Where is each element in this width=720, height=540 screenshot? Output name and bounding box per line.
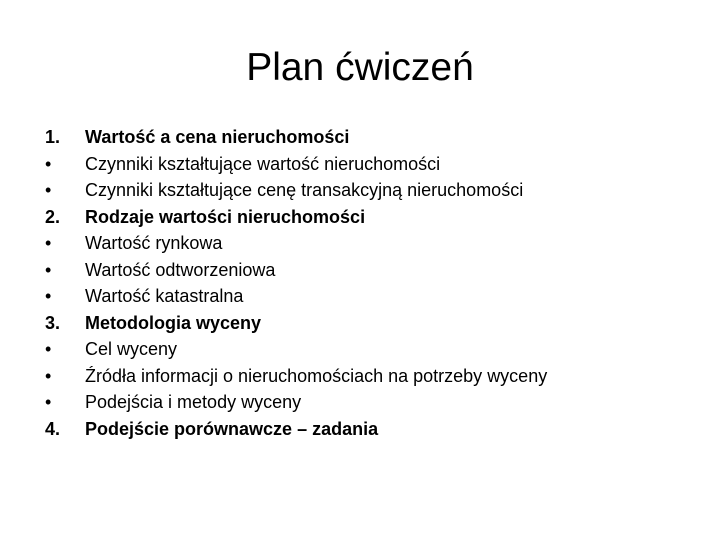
list-item <box>45 389 685 416</box>
section-heading <box>45 416 685 443</box>
list-item <box>45 177 685 204</box>
list-item-text: Wartość katastralna <box>85 286 244 306</box>
list-item <box>45 363 685 390</box>
bullet-marker: • <box>45 180 52 200</box>
section-heading-text: Wartość a cena nieruchomości <box>85 127 350 147</box>
section-heading <box>45 204 685 231</box>
list-item <box>45 151 685 178</box>
section-heading-text: Podejście porównawcze – zadania <box>85 418 379 439</box>
section-number: 4. <box>45 418 61 439</box>
bullet-marker: • <box>45 259 52 280</box>
bullet-marker: • <box>45 233 52 253</box>
section-heading <box>45 124 685 151</box>
bullet-marker: • <box>45 392 52 412</box>
section-heading-text: Rodzaje wartości nieruchomości <box>85 206 366 227</box>
slide-title: Plan ćwiczeń <box>246 46 474 89</box>
list-item <box>45 257 685 284</box>
content-list <box>45 124 685 442</box>
bullet-marker: • <box>45 286 52 306</box>
section-number: 3. <box>45 312 61 333</box>
list-item-text: Czynniki kształtujące cenę transakcyjną nieruchomości <box>85 180 524 200</box>
section-number: 1. <box>45 127 61 147</box>
bullet-marker: • <box>45 339 52 359</box>
section-heading-text: Metodologia wyceny <box>85 312 262 333</box>
list-item-text: Wartość rynkowa <box>85 233 223 253</box>
list-item-text: Wartość odtworzeniowa <box>85 259 276 280</box>
list-item <box>45 336 685 363</box>
bullet-marker: • <box>45 153 52 174</box>
list-item <box>45 283 685 310</box>
list-item-text: Czynniki kształtujące wartość nieruchomości <box>85 153 441 174</box>
list-item-text: Cel wyceny <box>85 339 178 359</box>
section-number: 2. <box>45 206 61 227</box>
list-item-text: Podejścia i metody wyceny <box>85 392 302 412</box>
section-heading <box>45 310 685 337</box>
list-item-text: Źródła informacji o nieruchomościach na potrzeby wyceny <box>85 365 548 386</box>
list-item <box>45 230 685 257</box>
bullet-marker: • <box>45 365 52 386</box>
